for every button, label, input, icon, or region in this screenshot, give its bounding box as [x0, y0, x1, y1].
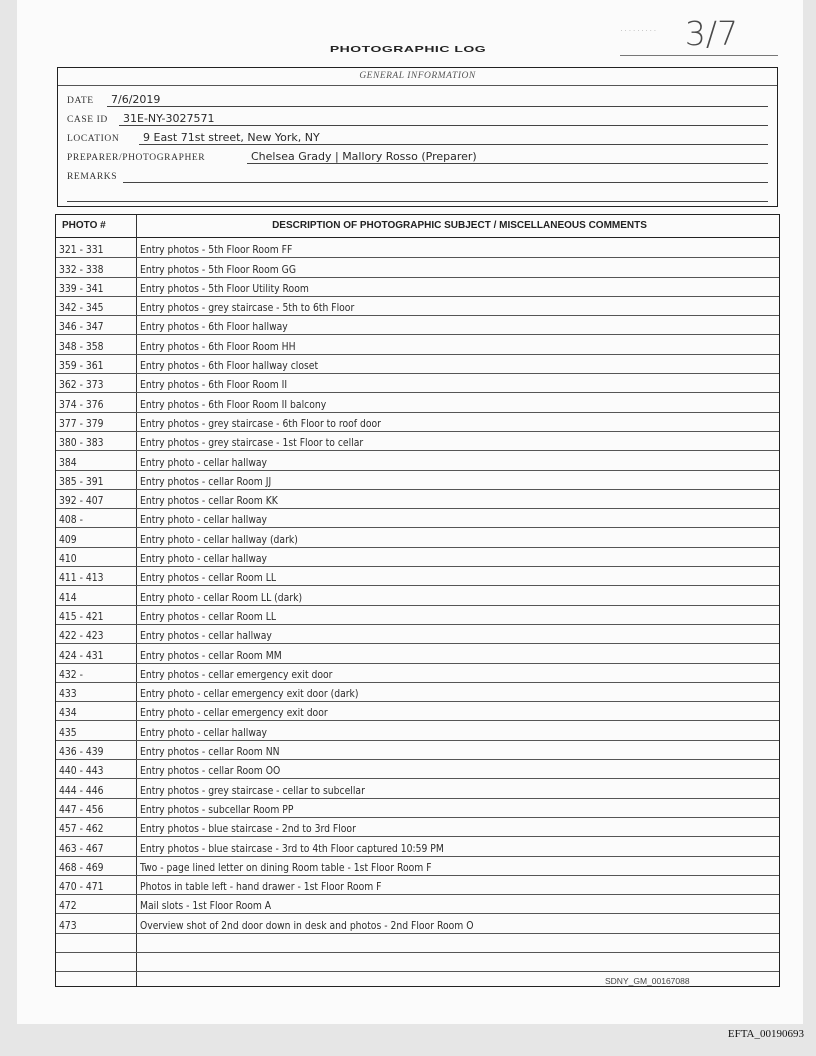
- table-row: [56, 489, 779, 509]
- table-row: [56, 643, 779, 663]
- description-cell: Entry photo - cellar hallway: [140, 726, 268, 739]
- table-row: [56, 914, 779, 934]
- photo-number-cell: 463 - 467: [59, 842, 104, 855]
- photo-number-cell: 415 - 421: [59, 610, 104, 623]
- description-cell: Entry photos - grey staircase - 5th to 6th Floor: [140, 302, 355, 315]
- table-row: [56, 624, 779, 644]
- photo-number-cell: 422 - 423: [59, 630, 104, 643]
- footer-id: EFTA_00190693: [727, 1028, 804, 1040]
- table-row: [56, 315, 779, 335]
- description-cell: Entry photos - cellar Room NN: [140, 746, 280, 759]
- table-row: [56, 547, 779, 567]
- photo-number-cell: 447 - 456: [59, 803, 104, 816]
- photo-number-cell: 377 - 379: [59, 417, 104, 430]
- table-row: [56, 682, 779, 702]
- photo-number-cell: 374 - 376: [59, 398, 104, 411]
- remarks-label: REMARKS: [67, 172, 118, 182]
- photo-number-cell: 473: [59, 919, 77, 932]
- photo-log-table: [55, 214, 780, 987]
- table-row: [56, 875, 779, 895]
- table-row: [56, 508, 779, 528]
- page-title: PHOTOGRAPHIC LOG: [329, 44, 487, 54]
- table-row: [56, 605, 779, 625]
- photo-number-cell: 470 - 471: [59, 881, 104, 894]
- description-cell: Entry photos - 6th Floor Room II: [140, 379, 288, 392]
- table-row: [56, 778, 779, 798]
- description-cell: Entry photos - cellar Room JJ: [140, 475, 272, 488]
- photo-number-header: PHOTO #: [62, 220, 106, 231]
- table-row: [56, 759, 779, 779]
- case-id-value: 31E-NY-3027571: [123, 112, 215, 125]
- description-cell: Entry photos - 6th Floor Room HH: [140, 340, 296, 353]
- description-cell: Entry photos - 5th Floor Room GG: [140, 263, 296, 276]
- photo-number-cell: 411 - 413: [59, 572, 104, 585]
- table-row: [56, 817, 779, 837]
- description-cell: Entry photos - 6th Floor hallway closet: [140, 360, 319, 373]
- table-row: [56, 296, 779, 316]
- date-field: [67, 89, 768, 108]
- preparer-value: Chelsea Grady | Mallory Rosso (Preparer): [251, 150, 477, 163]
- photo-number-cell: 414: [59, 591, 77, 604]
- photo-number-cell: 342 - 345: [59, 302, 104, 315]
- table-row: [56, 798, 779, 818]
- description-cell: Entry photo - cellar hallway (dark): [140, 533, 298, 546]
- table-row: [56, 585, 779, 605]
- photo-number-cell: 348 - 358: [59, 340, 104, 353]
- description-cell: Entry photos - cellar Room OO: [140, 765, 281, 778]
- location-value: 9 East 71st street, New York, NY: [143, 131, 320, 144]
- table-row: [56, 836, 779, 856]
- photo-number-cell: 392 - 407: [59, 495, 104, 508]
- description-cell: Entry photos - 5th Floor Utility Room: [140, 282, 309, 295]
- table-row: [56, 450, 779, 470]
- photo-number-cell: 332 - 338: [59, 263, 104, 276]
- description-cell: Entry photos - cellar hallway: [140, 630, 272, 643]
- general-information-heading: GENERAL INFORMATION: [58, 68, 777, 86]
- description-cell: Entry photo - cellar emergency exit door: [140, 707, 328, 720]
- table-row: [56, 721, 779, 741]
- location-field: [67, 127, 768, 146]
- photo-number-cell: 468 - 469: [59, 861, 104, 874]
- photo-number-cell: 444 - 446: [59, 784, 104, 797]
- description-cell: Entry photos - 6th Floor Room II balcony: [140, 398, 327, 411]
- table-row: [56, 894, 779, 914]
- remarks-field: [67, 165, 768, 184]
- photo-number-cell: 435: [59, 726, 77, 739]
- location-label: LOCATION: [67, 134, 120, 144]
- description-cell: Entry photos - grey staircase - 6th Floor to roof door: [140, 417, 381, 430]
- table-row: [56, 238, 779, 258]
- photo-number-cell: 362 - 373: [59, 379, 104, 392]
- table-row: [56, 856, 779, 876]
- photo-number-cell: 346 - 347: [59, 321, 104, 334]
- date-value: 7/6/2019: [111, 93, 161, 106]
- photo-number-cell: 424 - 431: [59, 649, 104, 662]
- table-row: [56, 412, 779, 432]
- table-row: [56, 701, 779, 721]
- description-cell: Mail slots - 1st Floor Room A: [140, 900, 272, 913]
- preparer-field: [67, 146, 768, 165]
- general-information-box: [57, 67, 778, 207]
- table-header: [56, 215, 779, 238]
- table-row: [56, 392, 779, 412]
- photo-number-cell: 432 -: [59, 668, 83, 681]
- description-cell: Two - page lined letter on dining Room table - 1st Floor Room F: [140, 861, 432, 874]
- description-cell: Entry photos - blue staircase - 3rd to 4th Floor captured 10:59 PM: [140, 842, 444, 855]
- description-cell: Entry photos - grey staircase - 1st Floor to cellar: [140, 437, 364, 450]
- description-cell: Entry photos - grey staircase - cellar to subcellar: [140, 784, 365, 797]
- description-cell: Entry photo - cellar hallway: [140, 553, 268, 566]
- table-row: [56, 335, 779, 355]
- description-cell: Entry photos - cellar Room LL: [140, 610, 277, 623]
- photo-number-cell: 472: [59, 900, 77, 913]
- description-cell: Entry photo - cellar emergency exit door (dark): [140, 688, 359, 701]
- description-cell: Entry photos - cellar Room KK: [140, 495, 278, 508]
- photo-number-cell: 440 - 443: [59, 765, 104, 778]
- case-id-label: CASE ID: [67, 115, 108, 125]
- description-header: DESCRIPTION OF PHOTOGRAPHIC SUBJECT / MISCELLANEOUS COMMENTS: [272, 220, 647, 231]
- description-cell: Entry photos - cellar emergency exit door: [140, 668, 333, 681]
- table-row: [56, 952, 779, 972]
- photo-number-cell: 359 - 361: [59, 360, 104, 373]
- photo-number-cell: 433: [59, 688, 77, 701]
- photo-number-cell: 321 - 331: [59, 244, 104, 257]
- bates-stamp: SDNY_GM_00167088: [605, 976, 690, 986]
- table-row: [56, 257, 779, 277]
- photo-number-cell: 385 - 391: [59, 475, 104, 488]
- photo-number-cell: 409: [59, 533, 77, 546]
- description-cell: Entry photo - cellar hallway: [140, 514, 268, 527]
- preparer-label: PREPARER/PHOTOGRAPHER: [67, 153, 206, 163]
- description-cell: Overview shot of 2nd door down in desk and photos - 2nd Floor Room O: [140, 919, 474, 932]
- table-row: [56, 933, 779, 953]
- case-id-field: [67, 108, 768, 127]
- table-row: [56, 528, 779, 548]
- description-cell: Entry photo - cellar hallway: [140, 456, 268, 469]
- description-cell: Entry photo - cellar Room LL (dark): [140, 591, 303, 604]
- remarks-extra-line: [67, 201, 768, 202]
- description-cell: Photos in table left - hand drawer - 1st Floor Room F: [140, 881, 382, 894]
- photo-number-cell: 457 - 462: [59, 823, 104, 836]
- description-cell: Entry photos - subcellar Room PP: [140, 803, 294, 816]
- page-number: ......... 3/7: [620, 12, 778, 56]
- table-row: [56, 566, 779, 586]
- description-cell: Entry photos - blue staircase - 2nd to 3rd Floor: [140, 823, 356, 836]
- date-label: DATE: [67, 96, 94, 106]
- description-cell: Entry photos - 5th Floor Room FF: [140, 244, 293, 257]
- photo-number-cell: 434: [59, 707, 77, 720]
- description-cell: Entry photos - 6th Floor hallway: [140, 321, 288, 334]
- photo-number-cell: 339 - 341: [59, 282, 104, 295]
- table-row: [56, 431, 779, 451]
- photo-number-cell: 408 -: [59, 514, 83, 527]
- photo-number-cell: 380 - 383: [59, 437, 104, 450]
- table-row: [56, 470, 779, 490]
- table-row: [56, 740, 779, 760]
- table-row: [56, 663, 779, 683]
- description-cell: Entry photos - cellar Room LL: [140, 572, 277, 585]
- table-row: [56, 277, 779, 297]
- table-row: [56, 354, 779, 374]
- photo-number-cell: 384: [59, 456, 77, 469]
- photo-number-cell: 436 - 439: [59, 746, 104, 759]
- description-cell: Entry photos - cellar Room MM: [140, 649, 282, 662]
- photo-number-cell: 410: [59, 553, 77, 566]
- page-number-text: 3/7: [684, 14, 738, 53]
- table-row: [56, 373, 779, 393]
